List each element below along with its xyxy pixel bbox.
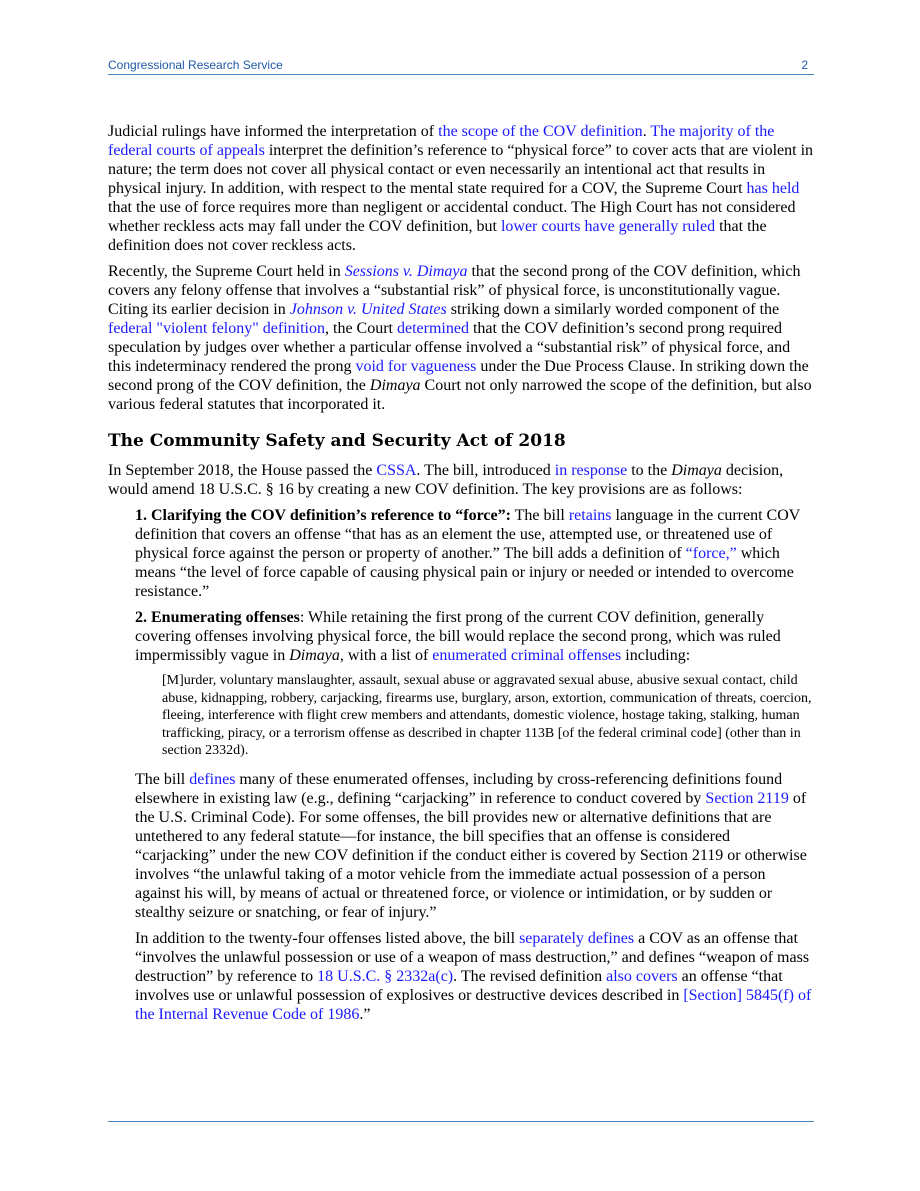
text: The bill xyxy=(135,770,190,788)
text: interpret the definition’s reference to “physical force” to cover acts that are violent in nature; the term does not cover all physical contact or even necessarily an intentional act that results in physical injury. In addition, with respect to the mental state required for a COV, the Supreme Court xyxy=(108,142,814,197)
link-determined[interactable]: determined xyxy=(397,320,469,337)
text: The bill xyxy=(510,507,569,524)
text: a COV as an offense that “involves the unlawful possession or use of a weapon of mass destruction,” and defines “weapon of mass destruction” by reference to xyxy=(135,929,810,985)
text: . The revised definition xyxy=(453,967,607,985)
case-name: Johnson v. United States xyxy=(289,301,447,318)
text: which means “the level of force capable of causing physical pain or injury or needed or intended to overcome resistance.” xyxy=(135,545,794,600)
text: an offense “that involves use or unlawful possession of explosives or destructive devices described in xyxy=(135,967,783,1004)
text: under the Due Process Clause. In striking down the second prong of the COV definition, the xyxy=(108,358,809,394)
link-section-2119[interactable]: Section 2119 xyxy=(705,789,789,807)
link-cov-scope[interactable]: the scope of the COV definition xyxy=(438,123,643,140)
text: In September 2018, the House passed the xyxy=(108,462,377,479)
text: Judicial rulings have informed the interpretation of xyxy=(108,123,439,140)
text: Recently, the Supreme Court held in xyxy=(108,263,345,280)
link-void-for-vagueness[interactable]: void for vagueness xyxy=(355,358,477,375)
link-johnson-v-us[interactable] xyxy=(290,301,447,318)
text: of the U.S. Criminal Code). For some offenses, the bill provides new or alternative definitions that are untethered to any federal statute—for instance, the bill specifies that an offense is considered “carjacking” under the new COV definition if the conduct either is covered by Section 2119 or otherwise involves “the unlawful taking of a motor vehicle from the immediate actual possession of a person against his will, by means of actual or threatened force, or violence or intimidation, or by sudden or stealthy seizure or snatching, or fear of injury.” xyxy=(135,789,807,921)
link-violent-felony-definition[interactable]: federal "violent felony" definition xyxy=(108,320,325,337)
text: . xyxy=(642,123,651,140)
text: many of these enumerated offenses, including by cross-referencing definitions found elsewhere in existing law (e.g., defining “carjacking” in reference to conduct covered by xyxy=(135,770,783,807)
header-source: Congressional Research Service xyxy=(108,58,283,72)
text: In addition to the twenty-four offenses listed above, the bill xyxy=(135,929,520,947)
text: . The bill, introduced xyxy=(416,462,555,479)
page-number: 2 xyxy=(801,58,808,72)
link-irc-5845f[interactable]: [Section] 5845(f) of the Internal Revenue Code of 1986 xyxy=(135,986,812,1023)
text: decision, would amend 18 U.S.C. § 16 by creating a new COV definition. The key provisions are as follows: xyxy=(108,462,784,498)
provision-2-enumerating xyxy=(135,608,814,665)
text: that the use of force requires more than negligent or accidental conduct. The High Court has not considered whether reckless acts may fall under the COV definition, but xyxy=(108,199,796,235)
footer-rule xyxy=(108,1121,814,1122)
case-name: Dimaya xyxy=(289,647,340,664)
text: that the COV definition’s second prong required speculation by judges over whether a particular offense involved a “substantial risk” of physical force, and this indeterminacy rendered the prong xyxy=(108,320,791,375)
text: : While retaining the first prong of the current COV definition, generally covering offenses involving physical force, the bill would replace the second prong, which was ruled impermissibly vague in xyxy=(135,609,781,664)
link-lower-courts[interactable]: lower courts have generally ruled xyxy=(500,218,716,235)
paragraph-judicial-rulings xyxy=(108,122,814,255)
link-sessions-v-dimaya[interactable] xyxy=(345,263,468,280)
link-majority-courts[interactable]: The majority of the federal courts of appeals xyxy=(108,123,775,159)
case-name: Dimaya xyxy=(671,462,722,479)
text: to the xyxy=(627,462,672,479)
link-enumerated-offenses[interactable]: enumerated criminal offenses xyxy=(432,647,622,664)
link-separately-defines[interactable]: separately defines xyxy=(519,929,635,947)
link-defines[interactable]: defines xyxy=(189,770,236,788)
text: .” xyxy=(359,1005,371,1023)
link-has-held[interactable]: has held xyxy=(746,180,800,197)
text: Court not only narrowed the scope of the definition, but also various federal statutes that incorporated it. xyxy=(108,377,812,413)
provision-1-force xyxy=(135,506,814,601)
case-name: Sessions v. Dimaya xyxy=(344,263,468,280)
link-also-covers[interactable]: also covers xyxy=(606,967,678,985)
provision-title: 2. Enumerating offenses xyxy=(135,609,300,626)
text: language in the current COV definition that covers an offense “that has as an element the use, attempted use, or threatened use of physical force against the person or property of another.” The bill adds a definition of xyxy=(135,507,801,562)
link-cssa[interactable]: CSSA xyxy=(376,462,417,479)
text: that the definition does not cover reckless acts. xyxy=(108,218,767,254)
paragraph-dimaya xyxy=(108,262,814,414)
document-body xyxy=(108,122,814,1031)
provision-title: 1. Clarifying the COV definition’s reference to “force”: xyxy=(135,507,511,524)
running-header xyxy=(108,58,812,74)
text: , the Court xyxy=(325,320,397,337)
link-in-response[interactable]: in response xyxy=(554,462,628,479)
text: striking down a similarly worded component of the xyxy=(446,301,780,318)
paragraph-wmd xyxy=(135,929,814,1024)
paragraph-defines xyxy=(135,770,814,922)
link-force[interactable]: “force,” xyxy=(685,545,737,562)
text: that the second prong of the COV definition, which covers any felony offense that involves a “substantial risk” of physical force, is unconstitutionally vague. Citing its earlier decision in xyxy=(108,263,801,318)
text: including: xyxy=(621,647,691,664)
link-2332a[interactable]: 18 U.S.C. § 2332a(c) xyxy=(317,967,454,985)
header-rule xyxy=(108,74,814,75)
link-retains[interactable]: retains xyxy=(568,507,612,524)
text: , with a list of xyxy=(339,647,433,664)
case-name: Dimaya xyxy=(369,377,421,394)
section-heading: The Community Safety and Security Act of 2018 xyxy=(108,431,566,451)
block-quote-offenses: [M]urder, voluntary manslaughter, assault, sexual abuse or aggravated sexual abuse, abusive sexual contact, child abuse, kidnapping, robbery, carjacking, firearms use, burglary, arson, extortion, communication of threats, coercion, fleeing, interference with flight crew members and attendants, domestic violence, hostage taking, stalking, human trafficking, piracy, or a terrorism offense as described in chapter 113B [of the federal criminal code] (other than in section 2332d). xyxy=(162,673,812,758)
paragraph-cssa-intro xyxy=(108,461,814,499)
